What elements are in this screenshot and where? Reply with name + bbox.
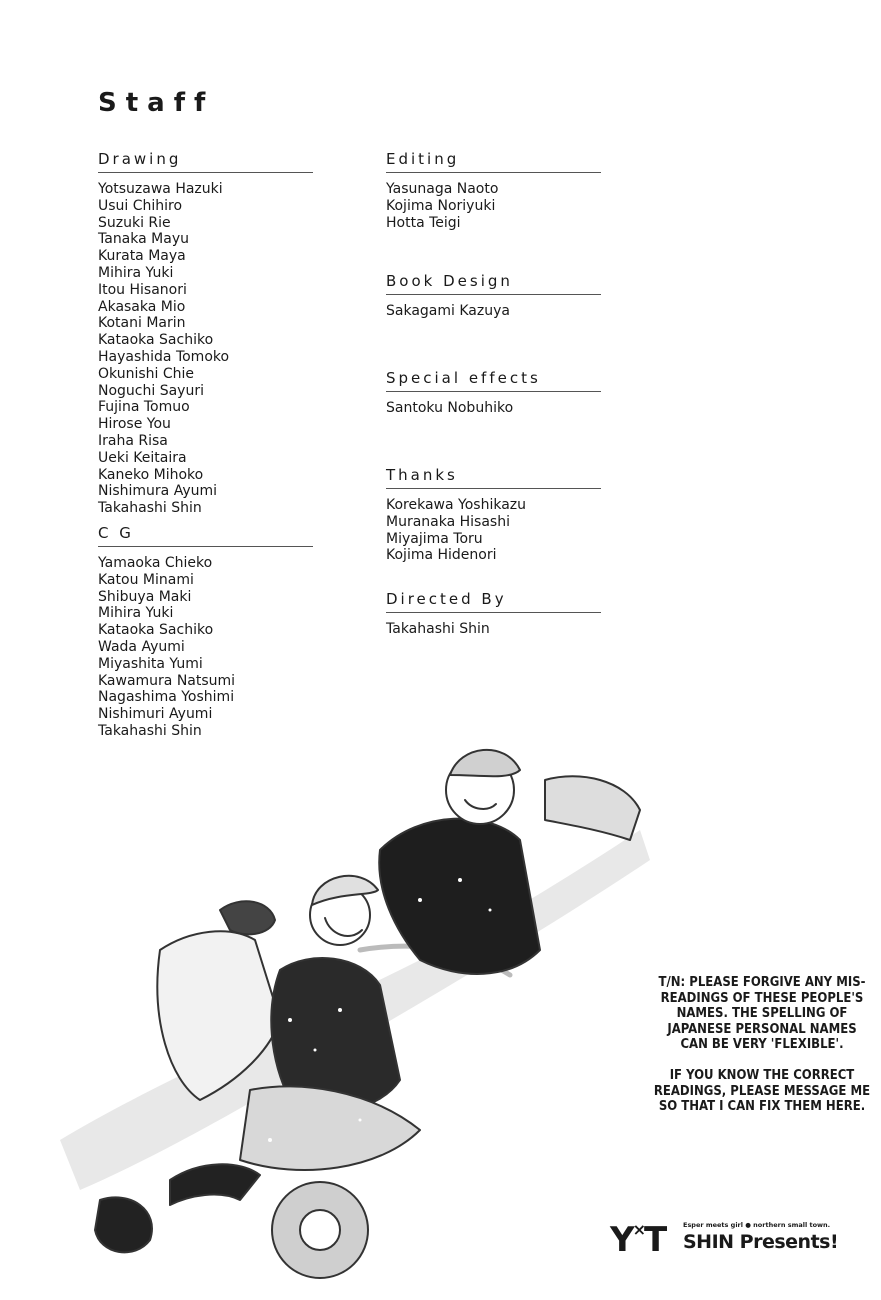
logo-letter: Y (610, 1220, 633, 1260)
name-list (98, 181, 313, 517)
staff-name: Kotani Marin (98, 315, 186, 332)
logo-tagline: Esper meets girl ● northern small town. (683, 1221, 831, 1229)
staff-name: Iraha Risa (98, 432, 168, 449)
staff-name: Tanaka Mayu (98, 231, 189, 248)
staff-name: Santoku Nobuhiko (386, 400, 514, 416)
staff-name: Takahashi Shin (98, 500, 202, 517)
staff-name: Suzuki Rie (98, 214, 171, 231)
staff-name: Hotta Teigi (386, 214, 461, 231)
section-thanks (386, 466, 601, 564)
staff-name: Okunishi Chie (98, 365, 194, 382)
name-list (386, 181, 601, 231)
staff-name: Takahashi Shin (386, 621, 490, 637)
logo-mark (610, 1220, 665, 1260)
staff-name: Fujina Tomuo (98, 399, 190, 416)
staff-name: Kojima Hidenori (386, 547, 497, 564)
staff-name: Miyajima Toru (386, 530, 483, 547)
staff-name: Hayashida Tomoko (98, 348, 230, 365)
staff-name: Takahashi Shin (98, 722, 202, 739)
translator-note (652, 975, 872, 1130)
logo-letter: × (632, 1220, 645, 1239)
staff-name: Ueki Keitaira (98, 449, 187, 466)
staff-name: Akasaka Mio (98, 298, 186, 315)
staff-name: Sakagami Kazuya (386, 303, 510, 319)
page-title: Staff (98, 88, 215, 118)
name-list (386, 621, 601, 638)
staff-name: Kataoka Sachiko (98, 332, 214, 349)
section-cg (98, 524, 313, 740)
section-editing (386, 150, 601, 231)
staff-name: Hirose You (98, 416, 171, 433)
staff-name: Kawamura Natsumi (98, 672, 236, 689)
staff-name: Wada Ayumi (98, 638, 185, 655)
staff-name: Yamaoka Chieko (98, 555, 213, 571)
staff-name: Kaneko Mihoko (98, 466, 204, 483)
staff-name: Usui Chihiro (98, 197, 183, 214)
name-list (98, 555, 313, 740)
staff-name: Mihira Yuki (98, 605, 174, 622)
staff-name: Kataoka Sachiko (98, 622, 214, 639)
logo-letter: T (644, 1220, 666, 1260)
staff-name: Muranaka Hisashi (386, 513, 510, 530)
staff-name: Yotsuzawa Hazuki (98, 181, 223, 197)
staff-name: Katou Minami (98, 571, 194, 588)
staff-name: Miyashita Yumi (98, 655, 203, 672)
staff-name: Kojima Noriyuki (386, 197, 496, 214)
staff-name: Nishimuri Ayumi (98, 706, 213, 723)
section-heading: Directed By (386, 590, 601, 613)
section-drawing (98, 150, 313, 517)
staff-name: Itou Hisanori (98, 281, 187, 298)
section-heading: Drawing (98, 150, 313, 173)
staff-name: Mihira Yuki (98, 264, 174, 281)
section-heading: Book Design (386, 272, 601, 295)
section-heading: C G (98, 524, 313, 547)
staff-name: Shibuya Maki (98, 588, 192, 605)
section-heading: Special effects (386, 369, 601, 392)
name-list (386, 400, 601, 417)
translator-note-paragraph: IF YOU KNOW THE CORRECT READINGS, PLEASE MESSAGE ME SO THAT I CAN FIX THEM HERE. (653, 1067, 871, 1115)
section-special-effects (386, 369, 601, 417)
staff-name: Kurata Maya (98, 248, 186, 265)
translator-note-paragraph: T/N: PLEASE FORGIVE ANY MIS-READINGS OF THESE PEOPLE'S NAMES. THE SPELLING OF JAPANESE PERSONAL NAMES CAN BE VERY 'FLEXIBLE'. (658, 975, 866, 1053)
name-list (386, 303, 601, 320)
staff-name: Korekawa Yoshikazu (386, 497, 527, 513)
section-book-design (386, 272, 601, 320)
illustration (40, 720, 660, 1300)
staff-name: Nishimura Ayumi (98, 483, 218, 500)
section-heading: Thanks (386, 466, 601, 489)
staff-name: Yasunaga Naoto (386, 181, 499, 197)
logo-subtitle: SHIN Presents! (683, 1231, 839, 1253)
section-directed-by (386, 590, 601, 638)
staff-name: Nagashima Yoshimi (98, 689, 235, 706)
staff-name: Noguchi Sayuri (98, 382, 204, 399)
name-list (386, 497, 601, 564)
yt-logo (610, 1218, 840, 1262)
section-heading: Editing (386, 150, 601, 173)
